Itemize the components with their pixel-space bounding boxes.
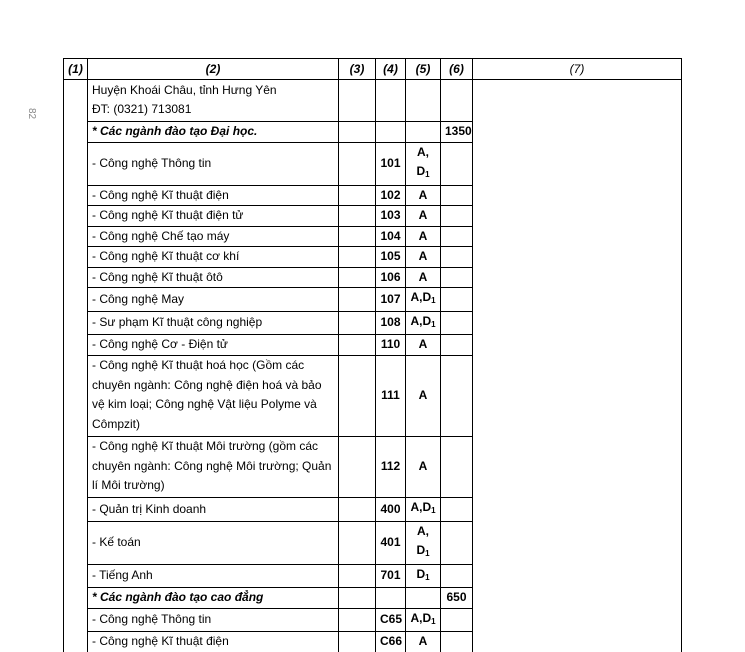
col-header-5: (5): [406, 59, 441, 80]
table-body: [64, 80, 682, 652]
col-header-7: (7): [473, 59, 682, 80]
col3-cell: [339, 267, 376, 288]
col-header-6: (6): [441, 59, 473, 80]
program-name: - Công nghệ Kĩ thuật cơ khí: [88, 247, 339, 268]
program-code: 103: [376, 206, 406, 227]
program-name: - Công nghệ Thông tin: [88, 608, 339, 632]
col5-cell: [406, 588, 441, 609]
program-code: 112: [376, 436, 406, 498]
group-subscript: 1: [431, 506, 436, 515]
col1-cell: [64, 80, 88, 652]
col3-cell: [339, 288, 376, 312]
group-subscript: 1: [431, 616, 436, 626]
col5-cell: [406, 80, 441, 122]
col3-cell: [339, 122, 376, 143]
program-name: - Công nghệ Kĩ thuật Môi trường (gồm các chuyên ngành: Công nghệ Môi trường; Quản lí Môi trường): [88, 436, 339, 498]
address-line: Huyện Khoái Châu, tỉnh Hưng Yên: [92, 82, 277, 97]
col3-cell: [339, 80, 376, 122]
phone-line: ĐT: (0321) 713081: [92, 102, 192, 116]
exam-group: A: [406, 267, 441, 288]
col3-cell: [339, 498, 376, 522]
program-code: 105: [376, 247, 406, 268]
program-name: - Công nghệ Kĩ thuật điện: [88, 632, 339, 652]
program-name: - Công nghệ Kĩ thuật ôtô: [88, 267, 339, 288]
program-code: 101: [376, 142, 406, 185]
col6-cell: [441, 436, 473, 498]
admissions-table: [63, 58, 682, 652]
program-name: - Tiếng Anh: [88, 564, 339, 588]
program-name: - Công nghệ Kĩ thuật hoá học (Gồm các chuyên ngành: Công nghệ điện hoá và bảo vệ kim loại; Công nghệ Vật liệu Polyme và Cômpzit): [88, 355, 339, 436]
program-name: - Công nghệ Kĩ thuật điện: [88, 185, 339, 206]
col3-cell: [339, 564, 376, 588]
exam-group: A, $D_1$: [406, 521, 441, 564]
exam-group: A: [406, 206, 441, 227]
exam-group: $A,D_1$: [406, 311, 441, 335]
intro-row: [64, 80, 682, 122]
program-name: - Công nghệ Thông tin: [88, 142, 339, 185]
program-name: - Quản trị Kinh doanh: [88, 498, 339, 522]
program-code: 110: [376, 335, 406, 356]
exam-group: A: [406, 335, 441, 356]
exam-group: $A,D_1$: [406, 498, 441, 522]
group-subscript: 1: [425, 572, 430, 582]
exam-group: A: [406, 436, 441, 498]
col6-cell: [441, 226, 473, 247]
program-code: 401: [376, 521, 406, 564]
col3-cell: [339, 185, 376, 206]
program-name: - Công nghệ May: [88, 288, 339, 312]
col3-cell: [339, 355, 376, 436]
exam-group: $D_1$: [406, 564, 441, 588]
exam-group: A: [406, 226, 441, 247]
col4-cell: [376, 588, 406, 609]
program-name: - Công nghệ Chế tạo máy: [88, 226, 339, 247]
group-subscript: 1: [431, 296, 436, 305]
col6-cell: [441, 608, 473, 632]
program-name: - Kế toán: [88, 521, 339, 564]
col6-cell: [441, 80, 473, 122]
col6-cell: [441, 185, 473, 206]
col6-cell: [441, 142, 473, 185]
exam-group: $A,D_1$: [406, 608, 441, 632]
col5-cell: [406, 122, 441, 143]
section-quota: 650: [441, 588, 473, 609]
section-title: * Các ngành đào tạo cao đẳng: [88, 588, 339, 609]
col3-cell: [339, 206, 376, 227]
col3-cell: [339, 521, 376, 564]
program-code: 108: [376, 311, 406, 335]
col6-cell: [441, 206, 473, 227]
exam-group: A: [406, 355, 441, 436]
program-code: 701: [376, 564, 406, 588]
col-header-1: (1): [64, 59, 88, 80]
col6-cell: [441, 521, 473, 564]
exam-group: A: [406, 632, 441, 652]
group-subscript: 1: [425, 170, 430, 179]
col6-cell: [441, 335, 473, 356]
col3-cell: [339, 311, 376, 335]
program-code: C65: [376, 608, 406, 632]
col6-cell: [441, 498, 473, 522]
col-header-2: (2): [88, 59, 339, 80]
col-header-4: (4): [376, 59, 406, 80]
section-quota: 1350: [441, 122, 473, 143]
exam-group: A, $D_1$: [406, 142, 441, 185]
page-number: 82: [26, 108, 37, 120]
notes-cell: [473, 80, 682, 652]
exam-group: A: [406, 247, 441, 268]
program-code: 104: [376, 226, 406, 247]
group-subscript: 1: [431, 319, 436, 329]
col6-cell: [441, 355, 473, 436]
group-subscript: 1: [425, 549, 430, 558]
col6-cell: [441, 247, 473, 268]
col3-cell: [339, 142, 376, 185]
header-row: [64, 59, 682, 80]
program-name: - Sư phạm Kĩ thuật công nghiệp: [88, 311, 339, 335]
program-code: 102: [376, 185, 406, 206]
col-header-3: (3): [339, 59, 376, 80]
section-title: * Các ngành đào tạo Đại học.: [88, 122, 339, 143]
col6-cell: [441, 288, 473, 312]
col3-cell: [339, 335, 376, 356]
col3-cell: [339, 247, 376, 268]
col6-cell: [441, 632, 473, 652]
program-code: C66: [376, 632, 406, 652]
col4-cell: [376, 122, 406, 143]
exam-group: A: [406, 185, 441, 206]
col3-cell: [339, 226, 376, 247]
program-code: 400: [376, 498, 406, 522]
exam-group: $A,D_1$: [406, 288, 441, 312]
school-address: [88, 80, 339, 122]
col3-cell: [339, 608, 376, 632]
col3-cell: [339, 632, 376, 652]
col6-cell: [441, 564, 473, 588]
program-name: - Công nghệ Kĩ thuật điện tử: [88, 206, 339, 227]
program-code: 111: [376, 355, 406, 436]
program-name: - Công nghệ Cơ - Điện tử: [88, 335, 339, 356]
col4-cell: [376, 80, 406, 122]
col3-cell: [339, 588, 376, 609]
col6-cell: [441, 311, 473, 335]
program-code: 106: [376, 267, 406, 288]
col3-cell: [339, 436, 376, 498]
col6-cell: [441, 267, 473, 288]
program-code: 107: [376, 288, 406, 312]
